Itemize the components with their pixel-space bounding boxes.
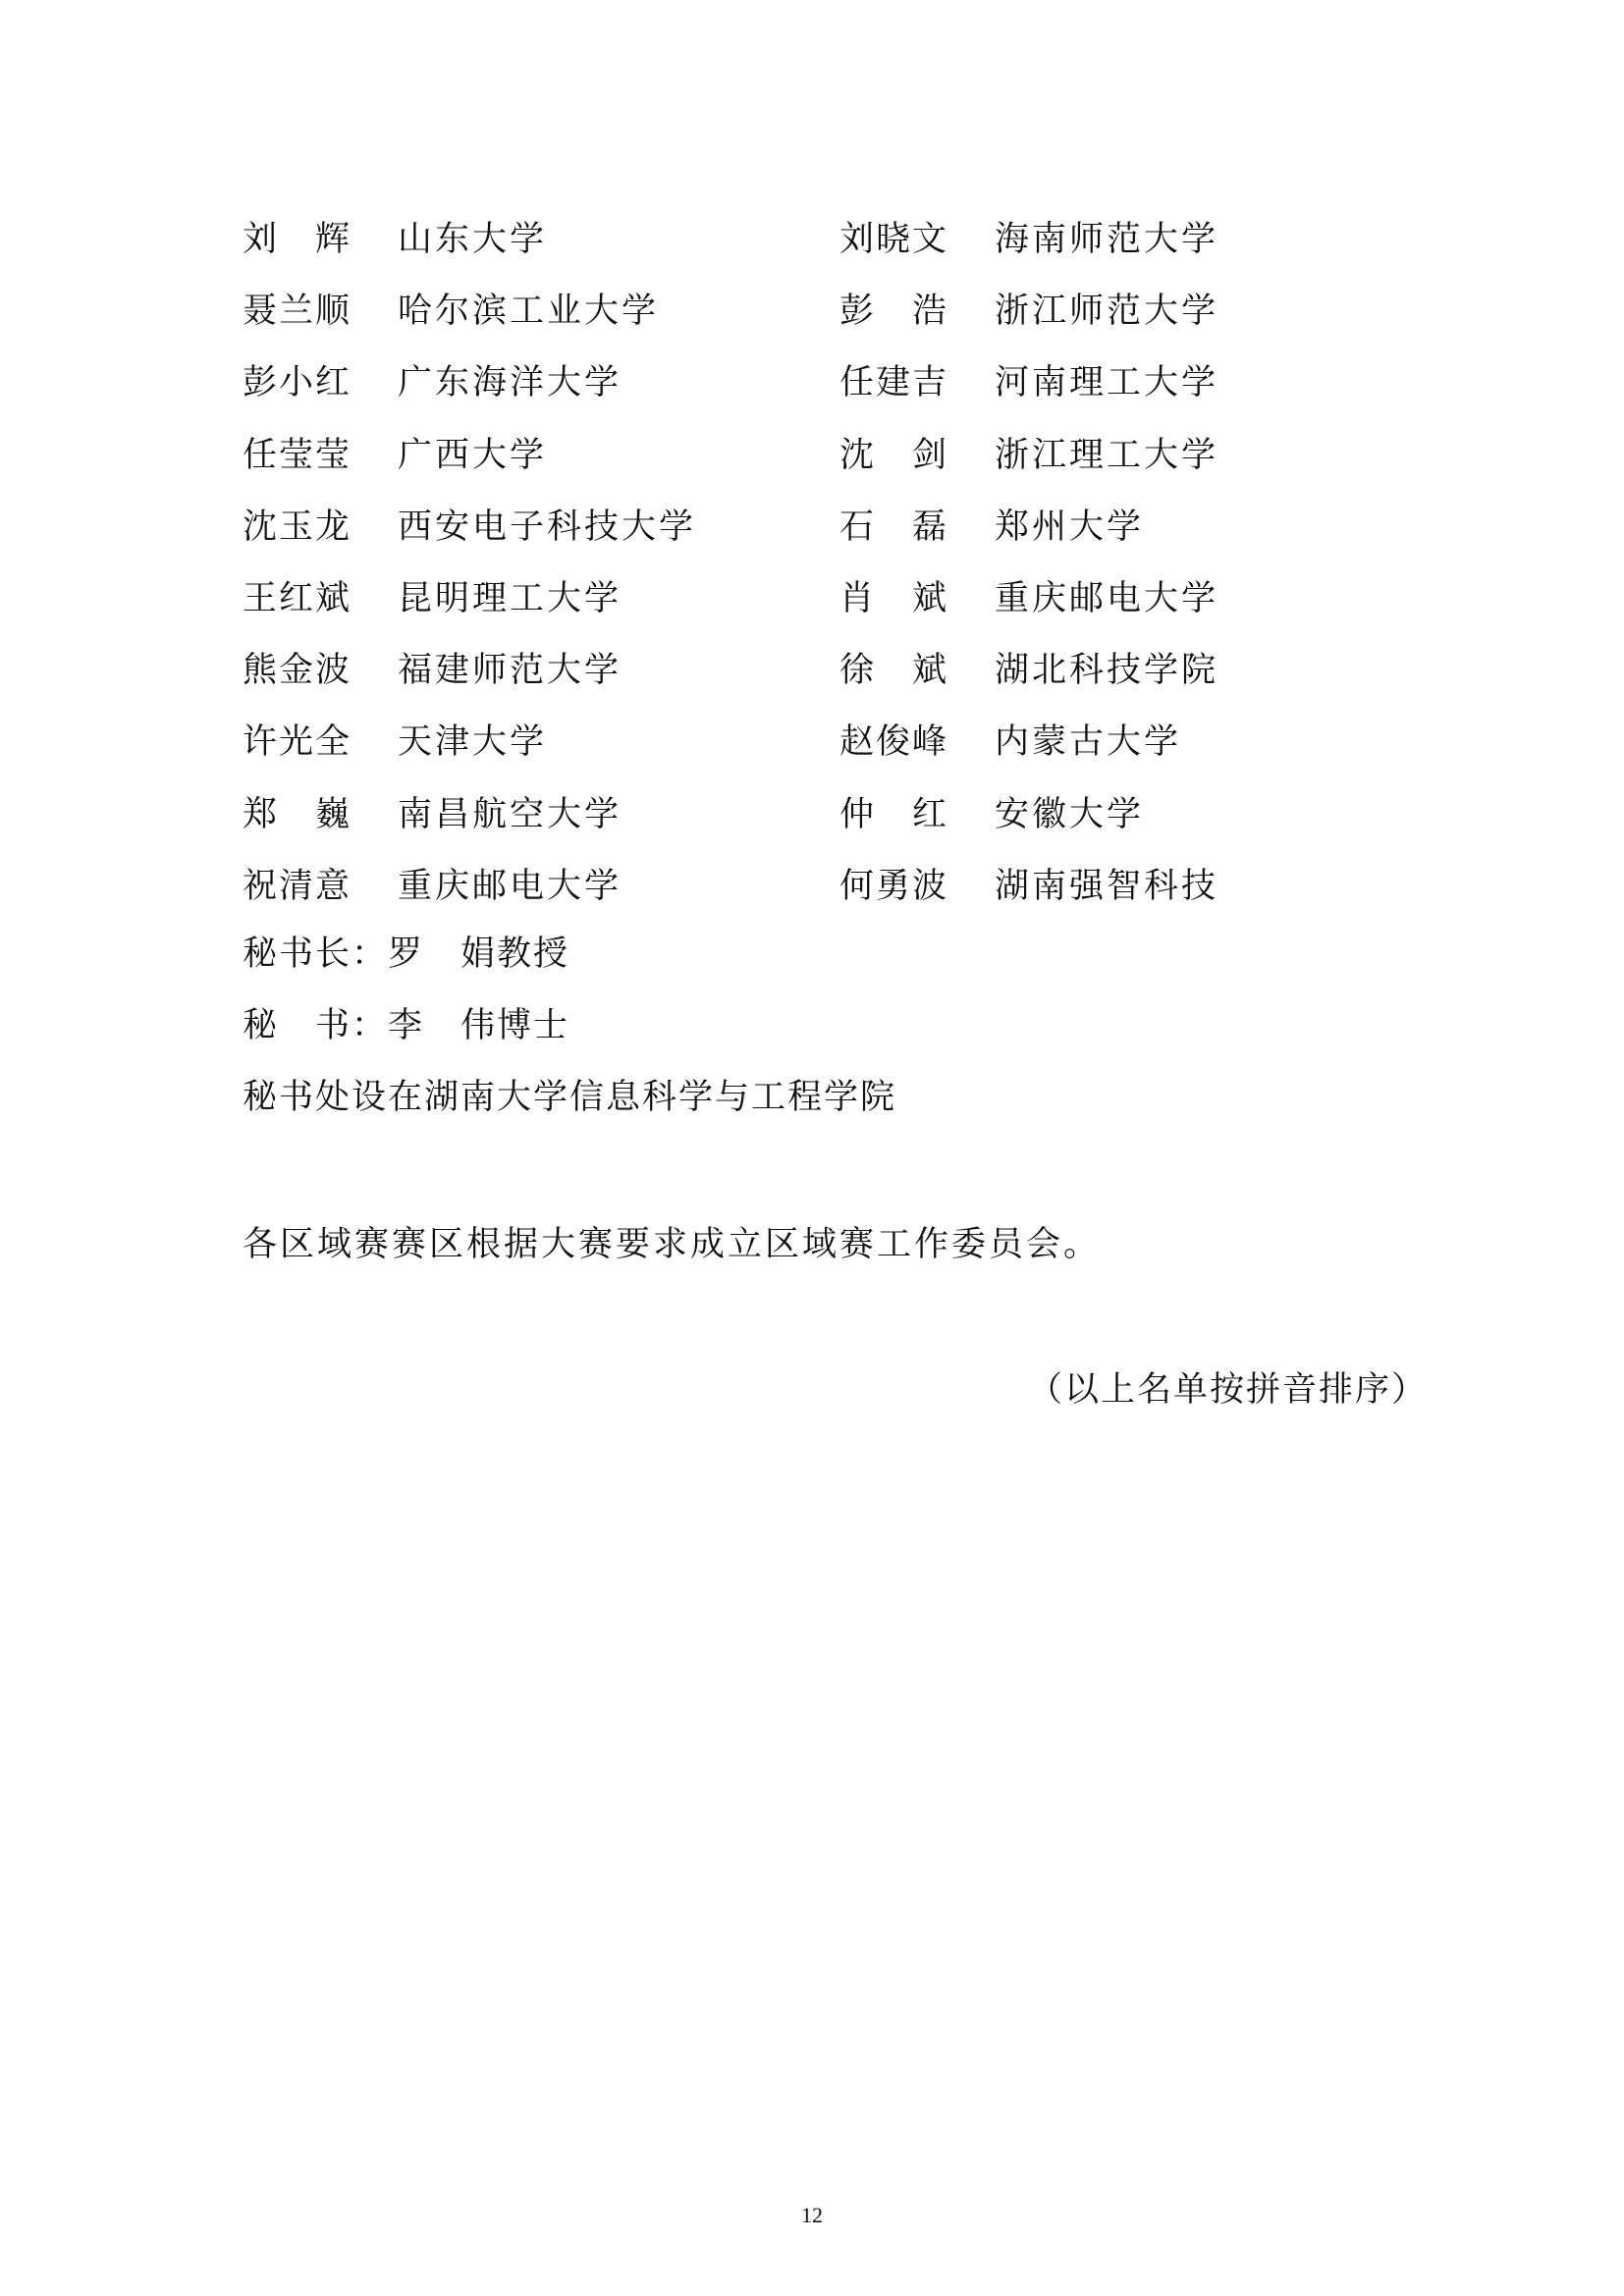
member-name: 刘 辉 xyxy=(243,220,352,259)
member-entry xyxy=(839,641,1218,694)
member-name: 郑 巍 xyxy=(243,794,352,834)
member-entry xyxy=(839,569,1218,622)
member-name: 彭小红 xyxy=(243,363,352,403)
member-org: 内蒙古大学 xyxy=(995,722,1182,763)
committee-member-list xyxy=(243,210,1244,929)
member-org: 湖南强智科技 xyxy=(995,866,1219,906)
member-entry xyxy=(243,210,547,263)
member-name: 肖 斌 xyxy=(839,578,949,618)
member-org: 福建师范大学 xyxy=(398,651,623,691)
member-entry xyxy=(839,857,1218,910)
member-name: 祝清意 xyxy=(243,866,352,906)
member-entry xyxy=(243,857,622,910)
member-entry xyxy=(243,498,696,551)
member-org: 浙江师范大学 xyxy=(995,292,1219,332)
member-row xyxy=(243,282,1244,353)
member-name: 任莹莹 xyxy=(243,435,352,475)
member-name: 仲 红 xyxy=(839,794,949,834)
member-row xyxy=(243,857,1244,929)
member-org: 山东大学 xyxy=(398,220,548,259)
member-entry xyxy=(839,426,1218,479)
regional-committee-note: 各区域赛赛区根据大赛要求成立区域赛工作委员会。 xyxy=(243,1225,1102,1264)
member-name: 熊金波 xyxy=(243,651,352,691)
member-org: 湖北科技学院 xyxy=(995,651,1219,691)
member-name: 徐 斌 xyxy=(839,651,949,691)
member-entry xyxy=(839,210,1218,263)
member-org: 河南理工大学 xyxy=(995,363,1219,403)
member-name: 沈玉龙 xyxy=(243,507,352,547)
member-name: 石 磊 xyxy=(839,507,949,547)
member-org: 昆明理工大学 xyxy=(398,578,623,618)
member-row xyxy=(243,785,1244,857)
member-entry xyxy=(243,569,622,622)
member-name: 王红斌 xyxy=(243,578,352,618)
member-name: 聂兰顺 xyxy=(243,292,352,332)
page-number: 12 xyxy=(801,2203,823,2227)
member-org: 郑州大学 xyxy=(995,507,1145,547)
member-name: 彭 浩 xyxy=(839,292,949,332)
member-row xyxy=(243,641,1244,713)
member-entry xyxy=(839,498,1144,551)
member-name: 赵俊峰 xyxy=(839,722,949,763)
secretary-general-line: 秘书长：罗 娟教授 xyxy=(243,934,570,974)
member-entry xyxy=(839,282,1218,335)
member-name: 任建吉 xyxy=(839,363,949,403)
member-row xyxy=(243,569,1244,641)
member-row xyxy=(243,426,1244,498)
member-row xyxy=(243,713,1244,784)
member-org: 海南师范大学 xyxy=(995,220,1219,259)
member-entry xyxy=(839,713,1181,766)
member-org: 西安电子科技大学 xyxy=(398,507,697,547)
member-org: 重庆邮电大学 xyxy=(398,866,623,906)
member-row xyxy=(243,353,1244,425)
member-row xyxy=(243,498,1244,569)
sort-order-note: （以上名单按拼音排序） xyxy=(1027,1370,1428,1410)
member-org: 重庆邮电大学 xyxy=(995,578,1219,618)
member-entry xyxy=(243,713,547,766)
member-entry xyxy=(243,282,659,335)
member-entry xyxy=(243,641,622,694)
member-org: 南昌航空大学 xyxy=(398,794,623,834)
secretariat-location-line: 秘书处设在湖南大学信息科学与工程学院 xyxy=(243,1078,897,1117)
member-name: 何勇波 xyxy=(839,866,949,906)
member-org: 哈尔滨工业大学 xyxy=(398,292,660,332)
member-row xyxy=(243,210,1244,282)
member-org: 天津大学 xyxy=(398,722,548,763)
member-name: 刘晓文 xyxy=(839,220,949,259)
member-org: 广东海洋大学 xyxy=(398,363,623,403)
member-entry xyxy=(243,353,622,406)
member-entry xyxy=(243,785,622,838)
member-entry xyxy=(839,785,1144,838)
member-org: 安徽大学 xyxy=(995,794,1145,834)
member-org: 浙江理工大学 xyxy=(995,435,1219,475)
secretary-line: 秘 书：李 伟博士 xyxy=(243,1006,570,1045)
member-name: 沈 剑 xyxy=(839,435,949,475)
member-org: 广西大学 xyxy=(398,435,548,475)
member-entry xyxy=(243,426,547,479)
member-entry xyxy=(839,353,1218,406)
member-name: 许光全 xyxy=(243,722,352,763)
